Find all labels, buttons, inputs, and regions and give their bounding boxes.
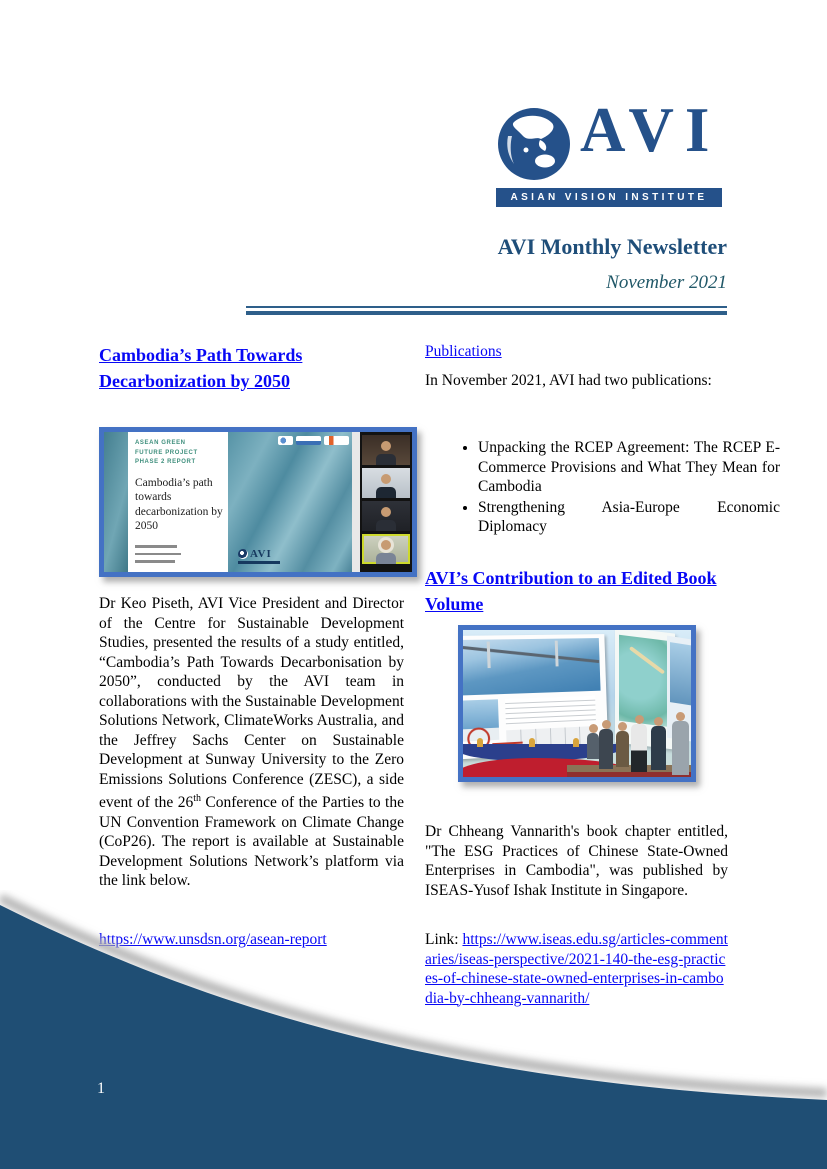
publication-item: • Unpacking the RCEP Agreement: The RCEP E-Commerce Provisions and What They Mean for Cambodia [478,438,780,497]
person-silhouette [587,733,599,759]
publication-item: • Strengthening Asia-Europe Economic Diplomacy [478,498,780,537]
article-body-decarbonization: Dr Keo Piseth, AVI Vice President and Director of the Centre for Sustainable Development Studies, presented the results of a study entitled, “Cambodia’s Path Towards Decarbonisation by 2050”, conducted by the AVI team in collaborations with the Sustainable Development Solutions Network, ClimateWorks Australia, and the Jeffrey Sachs Center on Sustainable Development at Sunway University to the Zero Emissions Solutions Conference (ZESC), a side event of the 26th Conference of the Parties to the UN Convention Framework on Climate Change (CoP26). The report is available at Sustainable Development Solutions Network’s platform via the link below. [99,595,404,890]
newsletter-date: November 2021 [606,272,727,293]
participant-video-active [362,534,410,564]
participant-video [362,468,410,498]
webinar-slide-image [99,427,417,577]
zoom-scrollbar[interactable] [352,432,360,572]
avi-logo-text: AVI [580,95,721,165]
slide-author-lines [135,545,223,563]
publications-intro: In November 2021, AVI had two publications: [425,372,712,389]
person-silhouette [651,726,666,770]
person-silhouette [616,731,629,767]
publications-list [425,438,780,538]
participant-video [362,435,410,465]
link-label: Link: [425,931,459,948]
event-photo [463,630,691,777]
article-body-book-volume: Dr Chheang Vannarith's book chapter entitled, "The ESG Practices of Chinese State-Owned Enterprises in Cambodia", was published by ISEAS-Yusof Ishak Institute in Singapore. [425,823,728,899]
zoom-participants-strip [360,432,412,572]
slide-left-band [104,432,128,572]
gold-statue [529,738,535,747]
slide-text-panel [128,432,228,572]
avi-globe-icon [496,106,572,182]
article-heading-decarbonization[interactable]: Cambodia’s Path Towards Decarbonization by 2050 [99,345,303,391]
mini-globe-icon [238,549,248,559]
superscript-th: th [193,793,201,804]
gold-statue [477,738,483,747]
partner-logos [278,436,349,445]
person-silhouette [599,729,613,769]
event-photo-image [458,625,696,782]
gold-statue [573,738,579,747]
person-silhouette [631,724,647,772]
newsletter-title: AVI Monthly Newsletter [497,234,727,259]
iseas-article-link[interactable]: https://www.iseas.edu.sg/articles-commentaries/iseas-perspective/2021-140-the-esg-practices-of-chinese-state-owned-enterprises-in-cambodia-by-chheang-vannarith/ [425,931,728,1007]
publications-link[interactable]: Publications [425,343,502,360]
avi-logo-banner: ASIAN VISION INSTITUTE [496,188,722,207]
page-number: 1 [97,1080,105,1097]
header-divider [246,306,727,315]
unsdsn-report-link[interactable]: https://www.unsdsn.org/asean-report [99,931,327,948]
participant-video [362,501,410,531]
article-heading-book-volume[interactable]: AVI’s Contribution to an Edited Book Volume [425,568,717,614]
person-silhouette [672,721,689,775]
slide-eyebrow: ASEAN GREEN FUTURE PROJECT PHASE 2 REPORT [135,440,198,466]
footer-swoosh [0,890,827,1169]
slide-title: Cambodia’s path towards decarbonization by 2050 [135,476,223,532]
slide-avi-logo: AVI [238,548,286,565]
slide-artwork [228,432,352,572]
